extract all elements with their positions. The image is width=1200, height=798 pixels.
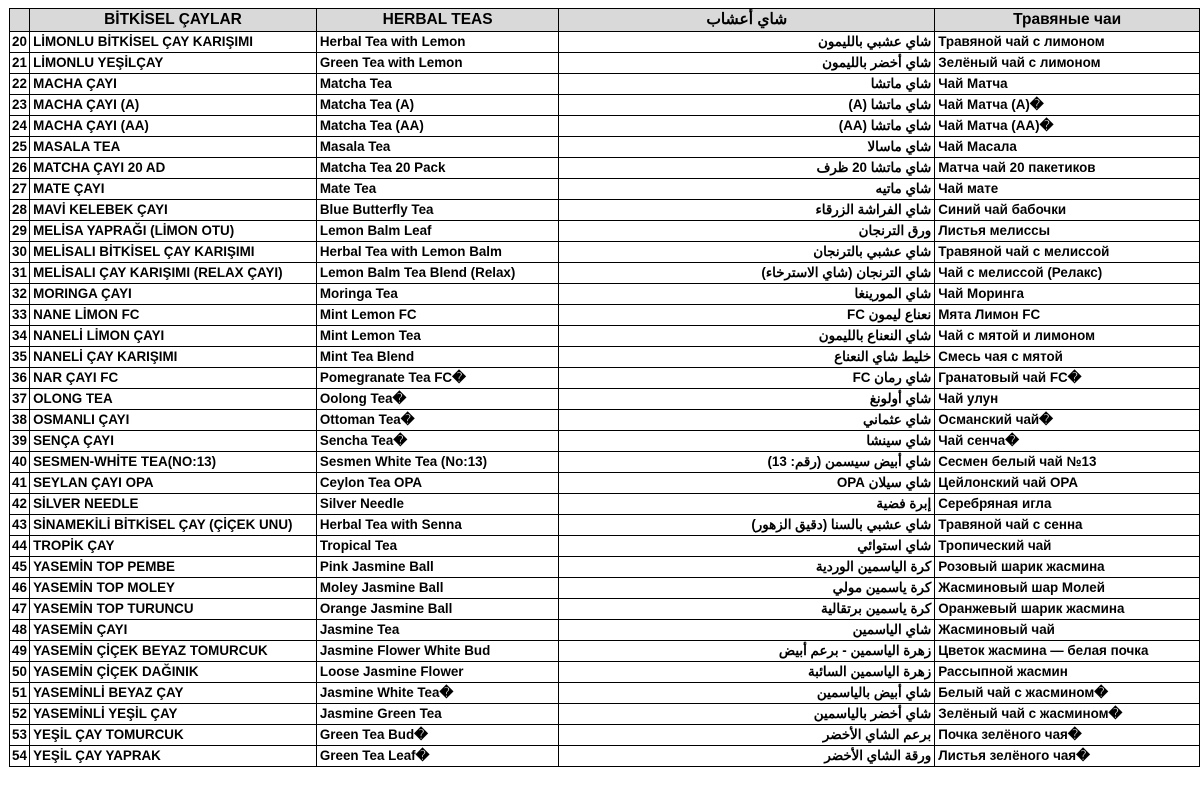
row-number-cell: 22 (10, 74, 30, 95)
russian-name-cell: Гранатовый чай FC� (935, 368, 1200, 389)
table-row (10, 515, 1200, 536)
arabic-name-cell: شاي سينشا (559, 431, 935, 452)
russian-name-cell: Рассыпной жасмин (935, 662, 1200, 683)
russian-name-cell: Чай Моринга (935, 284, 1200, 305)
english-name-cell: Matcha Tea (316, 74, 558, 95)
row-number-cell: 51 (10, 683, 30, 704)
row-number-cell: 52 (10, 704, 30, 725)
russian-name-cell: Жасминовый чай (935, 620, 1200, 641)
turkish-name-cell: MELİSA YAPRAĞI (LİMON OTU) (30, 221, 317, 242)
arabic-name-cell: شاي عشبي بالسنا (دقيق الزهور) (559, 515, 935, 536)
english-name-cell: Oolong Tea� (316, 389, 558, 410)
row-number-cell: 50 (10, 662, 30, 683)
arabic-name-cell: شاي عشبي بالليمون (559, 32, 935, 53)
turkish-name-cell: TROPİK ÇAY (30, 536, 317, 557)
row-number-cell: 46 (10, 578, 30, 599)
row-number-cell: 38 (10, 410, 30, 431)
turkish-name-cell: YASEMİN TOP TURUNCU (30, 599, 317, 620)
english-name-cell: Mint Lemon Tea (316, 326, 558, 347)
row-number-cell: 27 (10, 179, 30, 200)
header-number (10, 9, 30, 32)
table-row (10, 662, 1200, 683)
turkish-name-cell: MELİSALI BİTKİSEL ÇAY KARIŞIMI (30, 242, 317, 263)
arabic-name-cell: شاي ماتشا 20 ظرف (559, 158, 935, 179)
russian-name-cell: Цейлонский чай OPA (935, 473, 1200, 494)
english-name-cell: Silver Needle (316, 494, 558, 515)
herbal-teas-table (9, 8, 1200, 767)
turkish-name-cell: YEŞİL ÇAY YAPRAK (30, 746, 317, 767)
russian-name-cell: Чай с мятой и лимоном (935, 326, 1200, 347)
english-name-cell: Masala Tea (316, 137, 558, 158)
row-number-cell: 45 (10, 557, 30, 578)
russian-name-cell: Чай Матча (AA)� (935, 116, 1200, 137)
row-number-cell: 24 (10, 116, 30, 137)
russian-name-cell: Оранжевый шарик жасмина (935, 599, 1200, 620)
turkish-name-cell: OLONG TEA (30, 389, 317, 410)
table-row (10, 452, 1200, 473)
arabic-name-cell: شاي الترنجان (شاي الاسترخاء) (559, 263, 935, 284)
table-row (10, 746, 1200, 767)
turkish-name-cell: MATCHA ÇAYI 20 AD (30, 158, 317, 179)
row-number-cell: 23 (10, 95, 30, 116)
arabic-name-cell: شاي المورينغا (559, 284, 935, 305)
turkish-name-cell: MORINGA ÇAYI (30, 284, 317, 305)
turkish-name-cell: YASEMİN ÇİÇEK DAĞINIK (30, 662, 317, 683)
table-row (10, 347, 1200, 368)
arabic-name-cell: إبرة فضية (559, 494, 935, 515)
header-english: HERBAL TEAS (316, 9, 558, 32)
arabic-name-cell: برعم الشاي الأخضر (559, 725, 935, 746)
turkish-name-cell: SENÇA ÇAYI (30, 431, 317, 452)
english-name-cell: Lemon Balm Leaf (316, 221, 558, 242)
turkish-name-cell: MELİSALI ÇAY KARIŞIMI (RELAX ÇAYI) (30, 263, 317, 284)
russian-name-cell: Матча чай 20 пакетиков (935, 158, 1200, 179)
arabic-name-cell: كرة الياسمين الوردية (559, 557, 935, 578)
russian-name-cell: Травяной чай с сенна (935, 515, 1200, 536)
russian-name-cell: Почка зелёного чая� (935, 725, 1200, 746)
header-russian: Травяные чаи (935, 9, 1200, 32)
row-number-cell: 43 (10, 515, 30, 536)
english-name-cell: Matcha Tea (AA) (316, 116, 558, 137)
russian-name-cell: Травяной чай с мелиссой (935, 242, 1200, 263)
english-name-cell: Herbal Tea with Senna (316, 515, 558, 536)
arabic-name-cell: شاي أبيض بالياسمين (559, 683, 935, 704)
english-name-cell: Green Tea Leaf� (316, 746, 558, 767)
arabic-name-cell: ورق الترنجان (559, 221, 935, 242)
table-row (10, 32, 1200, 53)
russian-name-cell: Смесь чая с мятой (935, 347, 1200, 368)
russian-name-cell: Чай Масала (935, 137, 1200, 158)
table-row (10, 116, 1200, 137)
row-number-cell: 37 (10, 389, 30, 410)
english-name-cell: Green Tea Bud� (316, 725, 558, 746)
table-row (10, 494, 1200, 515)
russian-name-cell: Чай Матча (A)� (935, 95, 1200, 116)
russian-name-cell: Тропический чай (935, 536, 1200, 557)
table-row (10, 305, 1200, 326)
english-name-cell: Matcha Tea 20 Pack (316, 158, 558, 179)
english-name-cell: Jasmine Green Tea (316, 704, 558, 725)
row-number-cell: 20 (10, 32, 30, 53)
russian-name-cell: Зелёный чай с жасмином� (935, 704, 1200, 725)
header-row (10, 9, 1200, 32)
english-name-cell: Blue Butterfly Tea (316, 200, 558, 221)
turkish-name-cell: SESMEN-WHİTE TEA(NO:13) (30, 452, 317, 473)
turkish-name-cell: YASEMİNLİ BEYAZ ÇAY (30, 683, 317, 704)
table-row (10, 725, 1200, 746)
row-number-cell: 25 (10, 137, 30, 158)
english-name-cell: Matcha Tea (A) (316, 95, 558, 116)
row-number-cell: 29 (10, 221, 30, 242)
english-name-cell: Pink Jasmine Ball (316, 557, 558, 578)
russian-name-cell: Травяной чай с лимоном (935, 32, 1200, 53)
table-row (10, 326, 1200, 347)
arabic-name-cell: شاي الياسمين (559, 620, 935, 641)
english-name-cell: Herbal Tea with Lemon Balm (316, 242, 558, 263)
russian-name-cell: Мята Лимон FC (935, 305, 1200, 326)
russian-name-cell: Османский чай� (935, 410, 1200, 431)
english-name-cell: Mint Lemon FC (316, 305, 558, 326)
table-row (10, 95, 1200, 116)
row-number-cell: 32 (10, 284, 30, 305)
row-number-cell: 34 (10, 326, 30, 347)
arabic-name-cell: نعناع ليمون FC (559, 305, 935, 326)
row-number-cell: 26 (10, 158, 30, 179)
russian-name-cell: Жасминовый шар Молей (935, 578, 1200, 599)
arabic-name-cell: شاي أخضر بالياسمين (559, 704, 935, 725)
turkish-name-cell: NANE LİMON FC (30, 305, 317, 326)
english-name-cell: Moley Jasmine Ball (316, 578, 558, 599)
table-row (10, 641, 1200, 662)
russian-name-cell: Серебряная игла (935, 494, 1200, 515)
russian-name-cell: Синий чай бабочки (935, 200, 1200, 221)
arabic-name-cell: شاي ماتشا (559, 74, 935, 95)
table-row (10, 473, 1200, 494)
turkish-name-cell: OSMANLI ÇAYI (30, 410, 317, 431)
row-number-cell: 49 (10, 641, 30, 662)
row-number-cell: 28 (10, 200, 30, 221)
row-number-cell: 36 (10, 368, 30, 389)
turkish-name-cell: YASEMİN TOP PEMBE (30, 557, 317, 578)
row-number-cell: 41 (10, 473, 30, 494)
table-row (10, 389, 1200, 410)
arabic-name-cell: كرة ياسمين برتقالية (559, 599, 935, 620)
turkish-name-cell: MACHA ÇAYI (AA) (30, 116, 317, 137)
turkish-name-cell: LİMONLU YEŞİLÇAY (30, 53, 317, 74)
english-name-cell: Tropical Tea (316, 536, 558, 557)
table-row (10, 578, 1200, 599)
table-row (10, 557, 1200, 578)
arabic-name-cell: خليط شاي النعناع (559, 347, 935, 368)
arabic-name-cell: ورقة الشاي الأخضر (559, 746, 935, 767)
row-number-cell: 31 (10, 263, 30, 284)
russian-name-cell: Чай сенча� (935, 431, 1200, 452)
turkish-name-cell: MACHA ÇAYI (A) (30, 95, 317, 116)
english-name-cell: Jasmine Flower White Bud (316, 641, 558, 662)
row-number-cell: 33 (10, 305, 30, 326)
russian-name-cell: Белый чай с жасмином� (935, 683, 1200, 704)
english-name-cell: Mate Tea (316, 179, 558, 200)
english-name-cell: Ottoman Tea� (316, 410, 558, 431)
arabic-name-cell: شاي ماتشا (AA) (559, 116, 935, 137)
turkish-name-cell: MASALA TEA (30, 137, 317, 158)
row-number-cell: 21 (10, 53, 30, 74)
russian-name-cell: Сесмен белый чай №13 (935, 452, 1200, 473)
table-row (10, 620, 1200, 641)
row-number-cell: 39 (10, 431, 30, 452)
arabic-name-cell: شاي ماتشا (A) (559, 95, 935, 116)
english-name-cell: Sencha Tea� (316, 431, 558, 452)
row-number-cell: 42 (10, 494, 30, 515)
arabic-name-cell: شاي ماسالا (559, 137, 935, 158)
table-row (10, 536, 1200, 557)
turkish-name-cell: MACHA ÇAYI (30, 74, 317, 95)
table-row (10, 431, 1200, 452)
table-row (10, 200, 1200, 221)
arabic-name-cell: شاي أخضر بالليمون (559, 53, 935, 74)
row-number-cell: 35 (10, 347, 30, 368)
english-name-cell: Jasmine White Tea� (316, 683, 558, 704)
english-name-cell: Herbal Tea with Lemon (316, 32, 558, 53)
table-row (10, 137, 1200, 158)
header-arabic: شاي أعشاب (559, 9, 935, 32)
english-name-cell: Lemon Balm Tea Blend (Relax) (316, 263, 558, 284)
table-row (10, 158, 1200, 179)
row-number-cell: 44 (10, 536, 30, 557)
row-number-cell: 48 (10, 620, 30, 641)
table-row (10, 368, 1200, 389)
turkish-name-cell: YASEMİN TOP MOLEY (30, 578, 317, 599)
english-name-cell: Orange Jasmine Ball (316, 599, 558, 620)
row-number-cell: 30 (10, 242, 30, 263)
english-name-cell: Moringa Tea (316, 284, 558, 305)
turkish-name-cell: YEŞİL ÇAY TOMURCUK (30, 725, 317, 746)
arabic-name-cell: كرة ياسمين مولي (559, 578, 935, 599)
turkish-name-cell: SİLVER NEEDLE (30, 494, 317, 515)
arabic-name-cell: زهرة الياسمين السائبة (559, 662, 935, 683)
arabic-name-cell: شاي عشبي بالترنجان (559, 242, 935, 263)
russian-name-cell: Чай с мелиссой (Релакс) (935, 263, 1200, 284)
table-row (10, 410, 1200, 431)
turkish-name-cell: YASEMİNLİ YEŞİL ÇAY (30, 704, 317, 725)
russian-name-cell: Зелёный чай с лимоном (935, 53, 1200, 74)
arabic-name-cell: شاي رمان FC (559, 368, 935, 389)
russian-name-cell: Чай улун (935, 389, 1200, 410)
table-row (10, 179, 1200, 200)
english-name-cell: Jasmine Tea (316, 620, 558, 641)
table-row (10, 263, 1200, 284)
english-name-cell: Green Tea with Lemon (316, 53, 558, 74)
turkish-name-cell: NANELİ ÇAY KARIŞIMI (30, 347, 317, 368)
english-name-cell: Pomegranate Tea FC� (316, 368, 558, 389)
turkish-name-cell: NAR ÇAYI FC (30, 368, 317, 389)
row-number-cell: 40 (10, 452, 30, 473)
table-row (10, 221, 1200, 242)
russian-name-cell: Чай мате (935, 179, 1200, 200)
row-number-cell: 54 (10, 746, 30, 767)
turkish-name-cell: MATE ÇAYI (30, 179, 317, 200)
arabic-name-cell: شاي ماتيه (559, 179, 935, 200)
turkish-name-cell: YASEMİN ÇAYI (30, 620, 317, 641)
arabic-name-cell: شاي الفراشة الزرقاء (559, 200, 935, 221)
russian-name-cell: Листья зелёного чая� (935, 746, 1200, 767)
table-row (10, 284, 1200, 305)
row-number-cell: 47 (10, 599, 30, 620)
arabic-name-cell: شاي سيلان OPA (559, 473, 935, 494)
table-row (10, 242, 1200, 263)
turkish-name-cell: LİMONLU BİTKİSEL ÇAY KARIŞIMI (30, 32, 317, 53)
arabic-name-cell: شاي استوائي (559, 536, 935, 557)
russian-name-cell: Листья мелиссы (935, 221, 1200, 242)
arabic-name-cell: شاي عثماني (559, 410, 935, 431)
table-row (10, 683, 1200, 704)
arabic-name-cell: شاي أولونغ (559, 389, 935, 410)
turkish-name-cell: SEYLAN ÇAYI OPA (30, 473, 317, 494)
english-name-cell: Loose Jasmine Flower (316, 662, 558, 683)
arabic-name-cell: شاي النعناع بالليمون (559, 326, 935, 347)
table-row (10, 74, 1200, 95)
arabic-name-cell: شاي أبيض سيسمن (رقم: 13) (559, 452, 935, 473)
turkish-name-cell: NANELİ LİMON ÇAYI (30, 326, 317, 347)
table-row (10, 53, 1200, 74)
turkish-name-cell: MAVİ KELEBEK ÇAYI (30, 200, 317, 221)
russian-name-cell: Розовый шарик жасмина (935, 557, 1200, 578)
turkish-name-cell: SİNAMEKİLİ BİTKİSEL ÇAY (ÇİÇEK UNU) (30, 515, 317, 536)
russian-name-cell: Чай Матча (935, 74, 1200, 95)
arabic-name-cell: زهرة الياسمين - برعم أبيض (559, 641, 935, 662)
header-turkish: BİTKİSEL ÇAYLAR (30, 9, 317, 32)
english-name-cell: Ceylon Tea OPA (316, 473, 558, 494)
english-name-cell: Sesmen White Tea (No:13) (316, 452, 558, 473)
table-row (10, 704, 1200, 725)
row-number-cell: 53 (10, 725, 30, 746)
russian-name-cell: Цветок жасмина — белая почка (935, 641, 1200, 662)
table-row (10, 599, 1200, 620)
english-name-cell: Mint Tea Blend (316, 347, 558, 368)
turkish-name-cell: YASEMİN ÇİÇEK BEYAZ TOMURCUK (30, 641, 317, 662)
